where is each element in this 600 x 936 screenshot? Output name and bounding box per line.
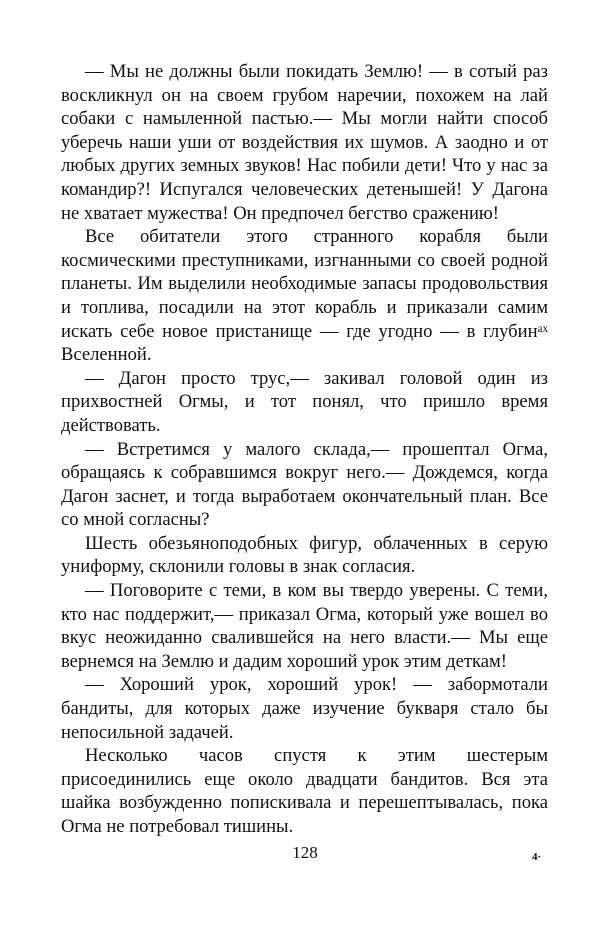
paragraph: — Дагон просто трус,— закивал головой один из прихвостней Огмы, и тот понял, что пришло время действовать. bbox=[61, 367, 548, 436]
body-text bbox=[61, 60, 548, 839]
paragraph: — Встретимся у малого склада,— прошептал Огма, обращаясь к собравшимся вокруг него.— Дождемся, когда Дагон заснет, и тогда выработаем окончательный план. Все со мной согласны? bbox=[61, 438, 548, 531]
paragraph: — Поговорите с теми, в ком вы твердо уверены. С теми, кто нас поддержит,— приказал Огма, который уже вошел во вкус неожиданно свалившейся на него власти.— Мы еще вернемся на Землю и дадим хороший урок этим деткам! bbox=[61, 580, 548, 672]
paragraph: — Мы не должны были покидать Землю! — в сотый раз воскликнул он на своем грубом наречии, похожем на лай собаки с намыленной пастью.— Мы могли найти способ уберечь наши уши от воздействия их шумов. А заодно и от любых других земных звуков! Нас побили дети! Что у нас за командир?! Испугался человеческих детенышей! У Дагона не хватает мужества! Он предпочел бегство сражению! bbox=[61, 61, 548, 224]
paragraph: Несколько часов спустя к этим шестерым присоединились еще около двадцати бандитов. Вся эта шайка возбужденно попискивала и перешептывалась, пока Огма не потребовал тишины. bbox=[61, 745, 548, 837]
signature-mark: 4· bbox=[532, 851, 542, 863]
paragraph: Шесть обезьяноподобных фигур, облаченных в серую униформу, склонили головы в знак согласия. bbox=[61, 532, 548, 578]
page-number: 128 bbox=[292, 843, 318, 862]
paragraph: — Хороший урок, хороший урок! — забормотали бандиты, для которых даже изучение букваря стало бы непосильной задачей. bbox=[61, 674, 548, 743]
paragraph: Все обитатели этого странного корабля были космическими преступниками, изгнанными со своей родной планеты. Им выделили необходимые запасы продовольствия и топлива, посадили на этот корабль и приказали самим искать себе новое пристанище — где угодно — в глубинᵃˣ Вселенной. bbox=[61, 226, 548, 366]
